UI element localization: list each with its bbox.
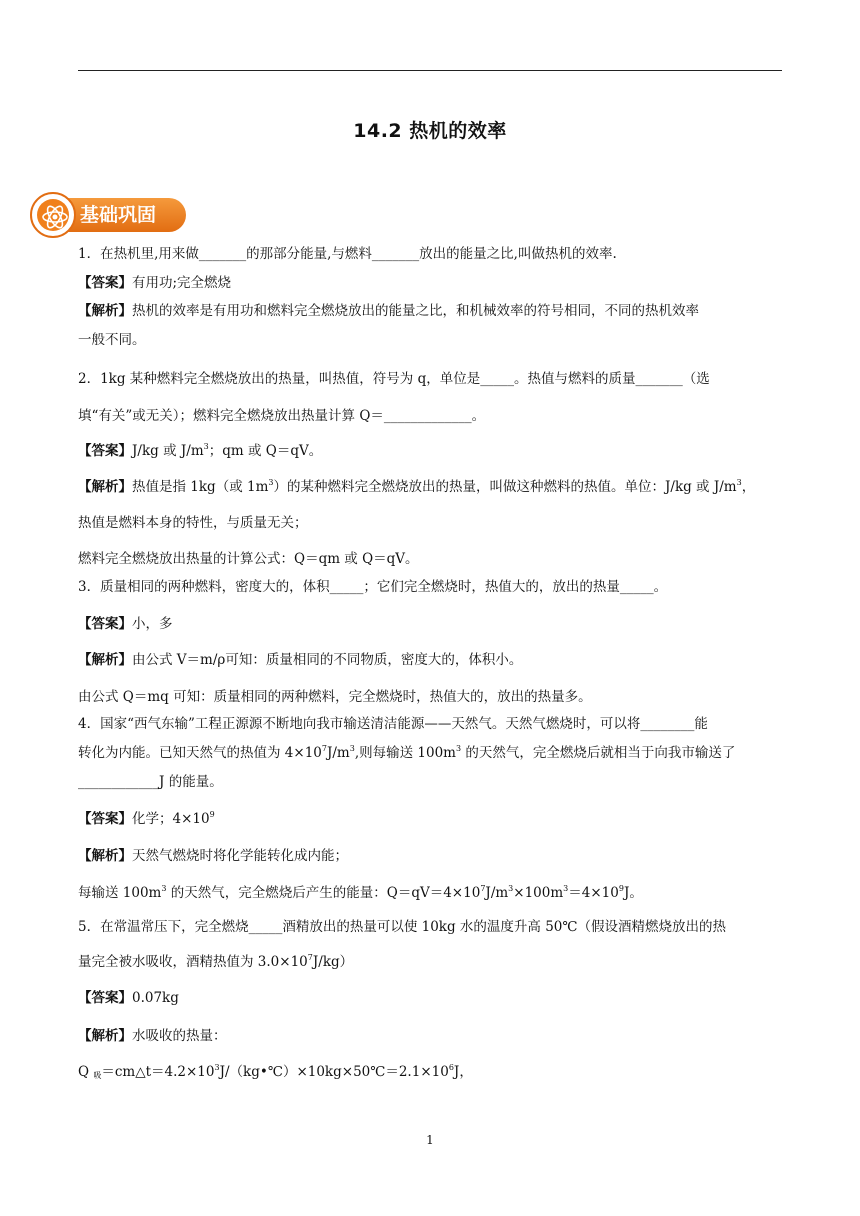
explanation-1-line-1: 【解析】热机的效率是有用功和燃料完全燃烧放出的能量之比，和机械效率的符号相同，不同的热机效率 bbox=[78, 303, 699, 319]
header-rule bbox=[78, 70, 782, 71]
answer-4: 【答案】化学；$4\times 10^9$ bbox=[78, 810, 215, 827]
section-badge bbox=[30, 192, 76, 238]
question-4-line-2: 转化为内能。已知天然气的热值为 $4\times 10^7J/m^3$,则每输送 $100m^3$ 的天然气，完全燃烧后就相当于向我市输送了 bbox=[78, 744, 736, 761]
answer-5: 【答案】0.07kg bbox=[78, 990, 179, 1006]
explanation-3-line-1: 【解析】由公式 V＝m/ρ可知：质量相同的不同物质，密度大的，体积小。 bbox=[78, 652, 523, 668]
answer-1: 【答案】有用功;完全燃烧 bbox=[78, 275, 232, 291]
explanation-5-line-1: 【解析】水吸收的热量： bbox=[78, 1028, 227, 1044]
section-header bbox=[30, 192, 186, 238]
question-2-line-2: 填“有关”或无关）；燃料完全燃烧放出热量计算 Q＝_____________。 bbox=[78, 408, 486, 424]
explanation-4-line-1: 【解析】天然气燃烧时将化学能转化成内能； bbox=[78, 848, 348, 864]
question-1: 1．在热机里,用来做_______的那部分能量,与燃料_______放出的能量之比,叫做热机的效率. bbox=[78, 246, 617, 262]
question-4-line-1: 4．国家“西气东输”工程正源源不断地向我市输送清洁能源——天然气。天然气燃烧时，可以将________能 bbox=[78, 716, 708, 732]
explanation-2-line-1: 【解析】热值是指 1kg（或 $1m^3$）的某种燃料完全燃烧放出的热量，叫做这种燃料的热值。单位：J/kg 或 $J/m^3$， bbox=[78, 478, 756, 495]
answer-tag: 【答案】 bbox=[78, 275, 132, 291]
answer-2: 【答案】J/kg 或 $J/m^3$；qm 或 Q＝qV。 bbox=[78, 442, 323, 459]
question-5-line-2: 量完全被水吸收，酒精热值为 $3.0\times 10^7J/kg$） bbox=[78, 953, 354, 970]
explanation-2-line-3: 燃料完全燃烧放出热量的计算公式：Q＝qm 或 Q＝qV。 bbox=[78, 551, 419, 567]
explanation-4-line-2: 每输送 $100m^3$ 的天然气，完全燃烧后产生的能量：$Q=qV=4\times 10^7J/m^3\times 100m^3=4\times 10^9J$。 bbox=[78, 884, 643, 901]
explanation-1-line-2: 一般不同。 bbox=[78, 332, 146, 348]
question-3: 3．质量相同的两种燃料，密度大的，体积_____；它们完全燃烧时，热值大的，放出的热量_____。 bbox=[78, 579, 668, 595]
answer-3: 【答案】小，多 bbox=[78, 616, 173, 632]
question-5-line-1: 5．在常温常压下，完全燃烧_____酒精放出的热量可以使 10kg 水的温度升高 50℃（假设酒精燃烧放出的热 bbox=[78, 919, 726, 935]
question-4-line-3: ____________J 的能量。 bbox=[78, 774, 223, 790]
explanation-3-line-2: 由公式 Q＝mq 可知：质量相同的两种燃料，完全燃烧时，热值大的，放出的热量多。 bbox=[78, 689, 592, 705]
page-number: 1 bbox=[426, 1133, 434, 1147]
section-label: 基础巩固 bbox=[80, 204, 157, 226]
page-title: 14.2 热机的效率 bbox=[353, 120, 507, 142]
explanation-5-line-2: Q $_吸=cm\triangle t=4.2\times 10^3J/(kg•℃)\times 10kg\times 50℃=2.1\times 10^6J$， bbox=[78, 1063, 473, 1080]
explanation-2-line-2: 热值是燃料本身的特性，与质量无关； bbox=[78, 515, 308, 531]
explanation-tag: 【解析】 bbox=[78, 303, 132, 319]
question-2-line-1: 2．1kg 某种燃料完全燃烧放出的热量，叫热值，符号为 q，单位是_____。热值与燃料的质量_______（选 bbox=[78, 371, 710, 387]
